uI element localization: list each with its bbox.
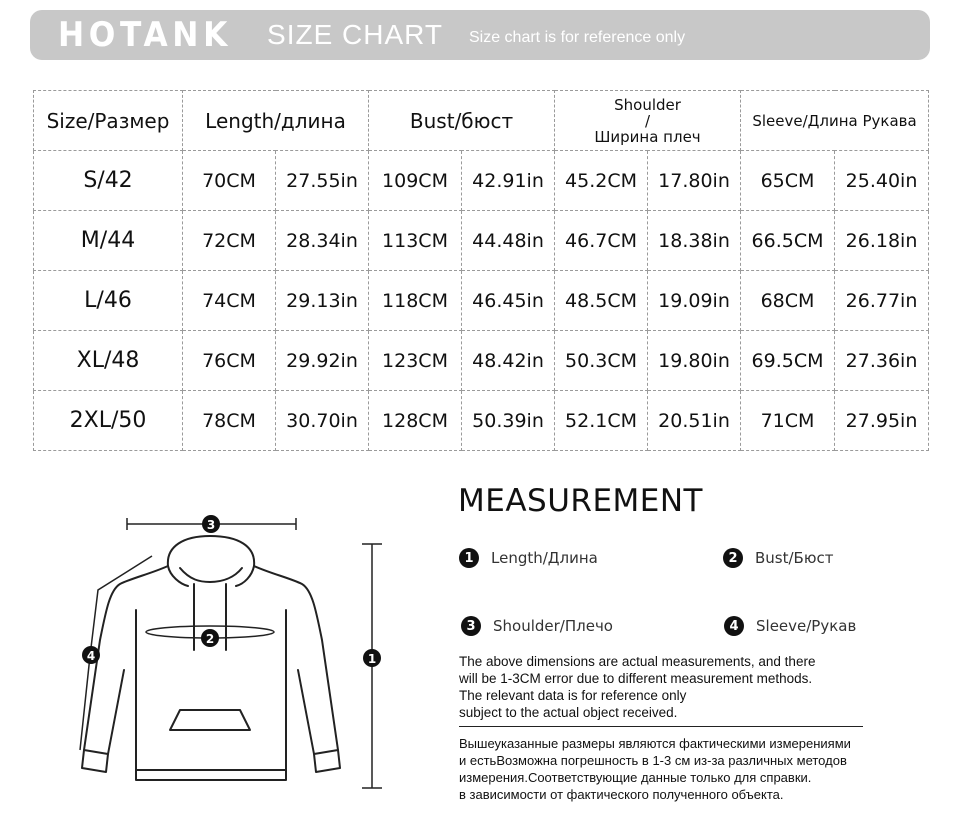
cell-shoulder-in: 18.38in [648,211,741,271]
table-row [34,271,929,331]
header-size: Size/Размер [34,91,183,151]
cell-sleeve-in: 26.18in [835,211,929,271]
header-bust: Bust/бюст [369,91,555,151]
cell-bust-cm: 118CM [369,271,462,331]
header-shoulder-line3: Ширина плеч [594,127,701,146]
hoodie-outline [82,536,340,780]
header-shoulder [555,91,741,151]
cell-shoulder-in: 19.09in [648,271,741,331]
english-note [459,653,879,721]
size-chart-title: SIZE CHART [267,19,443,50]
header-banner [30,10,930,60]
english-note-line: The relevant data is for reference only [459,688,687,703]
english-note-line: will be 1-3CM error due to different measurement methods. [459,671,813,686]
legend-bust-label: Bust/Бюст [755,549,834,567]
cell-shoulder-cm: 45.2CM [555,151,648,211]
cell-shoulder-in: 17.80in [648,151,741,211]
cell-bust-in: 48.42in [462,331,555,391]
table-header-row [34,91,929,151]
cell-size: 2XL/50 [34,391,183,451]
cell-sleeve-cm: 65CM [741,151,835,211]
cell-bust-cm: 113CM [369,211,462,271]
english-note-line: The above dimensions are actual measurements, and there [459,654,816,669]
cell-sleeve-in: 26.77in [835,271,929,331]
cell-shoulder-cm: 46.7CM [555,211,648,271]
legend-sleeve [724,616,856,636]
cell-length-cm: 78CM [183,391,276,451]
cell-length-cm: 74CM [183,271,276,331]
number-4-icon: 4 [724,616,744,636]
cell-shoulder-cm: 50.3CM [555,331,648,391]
cell-length-in: 27.55in [276,151,369,211]
header-shoulder-line1: Shoulder [614,95,681,114]
cell-shoulder-in: 20.51in [648,391,741,451]
cell-length-cm: 76CM [183,331,276,391]
cell-length-in: 29.13in [276,271,369,331]
cell-sleeve-in: 27.95in [835,391,929,451]
cell-length-cm: 70CM [183,151,276,211]
legend-length [459,548,598,568]
cell-bust-in: 44.48in [462,211,555,271]
cell-sleeve-in: 25.40in [835,151,929,211]
legend-sleeve-label: Sleeve/Рукав [756,617,857,635]
cell-shoulder-cm: 52.1CM [555,391,648,451]
cell-length-in: 30.70in [276,391,369,451]
cell-sleeve-cm: 66.5CM [741,211,835,271]
cell-shoulder-cm: 48.5CM [555,271,648,331]
russian-note-line: измерения.Соответствующие данные только для справки. [459,770,812,785]
header-length: Length/длина [183,91,369,151]
cell-length-in: 28.34in [276,211,369,271]
header-shoulder-line2: / [644,111,651,130]
number-3-icon: 3 [461,616,481,636]
table-row [34,151,929,211]
cell-bust-in: 42.91in [462,151,555,211]
svg-text:2: 2 [205,632,215,646]
marker-1-icon [363,649,381,667]
cell-size: M/44 [34,211,183,271]
cell-length-in: 29.92in [276,331,369,391]
cell-length-cm: 72CM [183,211,276,271]
cell-bust-in: 46.45in [462,271,555,331]
legend-shoulder [461,616,613,636]
cell-bust-cm: 109CM [369,151,462,211]
svg-text:4: 4 [86,649,96,663]
marker-2-icon [201,629,219,647]
brand-name: HOTANK [58,15,232,55]
cell-size: S/42 [34,151,183,211]
cell-size: L/46 [34,271,183,331]
table-row [34,391,929,451]
measurement-title: MEASUREMENT [458,483,703,519]
table-row [34,211,929,271]
english-note-line: subject to the actual object received. [459,705,678,720]
header-sleeve: Sleeve/Длина Рукава [741,91,929,151]
russian-note-line: Вышеуказанные размеры являются фактическими измерениями [459,736,851,751]
russian-note-line: в зависимости от фактического полученного объекта. [459,787,784,802]
russian-note [459,735,929,803]
table-row [34,331,929,391]
marker-4-icon [82,646,100,664]
cell-sleeve-cm: 68CM [741,271,835,331]
cell-bust-cm: 128CM [369,391,462,451]
marker-3-icon [202,515,220,533]
cell-sleeve-in: 27.36in [835,331,929,391]
cell-shoulder-in: 19.80in [648,331,741,391]
russian-note-line: и естьВозможна погрешность в 1-3 см из-за различных методов [459,753,847,768]
legend-length-label: Length/Длина [491,549,598,567]
legend-shoulder-label: Shoulder/Плечо [493,617,613,635]
cell-size: XL/48 [34,331,183,391]
divider-line [459,726,863,727]
svg-text:1: 1 [367,652,377,666]
number-1-icon: 1 [459,548,479,568]
cell-bust-in: 50.39in [462,391,555,451]
hoodie-diagram [40,480,420,810]
svg-text:3: 3 [206,518,216,532]
cell-sleeve-cm: 71CM [741,391,835,451]
size-table [33,90,929,451]
cell-bust-cm: 123CM [369,331,462,391]
cell-sleeve-cm: 69.5CM [741,331,835,391]
reference-note: Size chart is for reference only [468,29,686,46]
number-2-icon: 2 [723,548,743,568]
legend-bust [723,548,833,568]
